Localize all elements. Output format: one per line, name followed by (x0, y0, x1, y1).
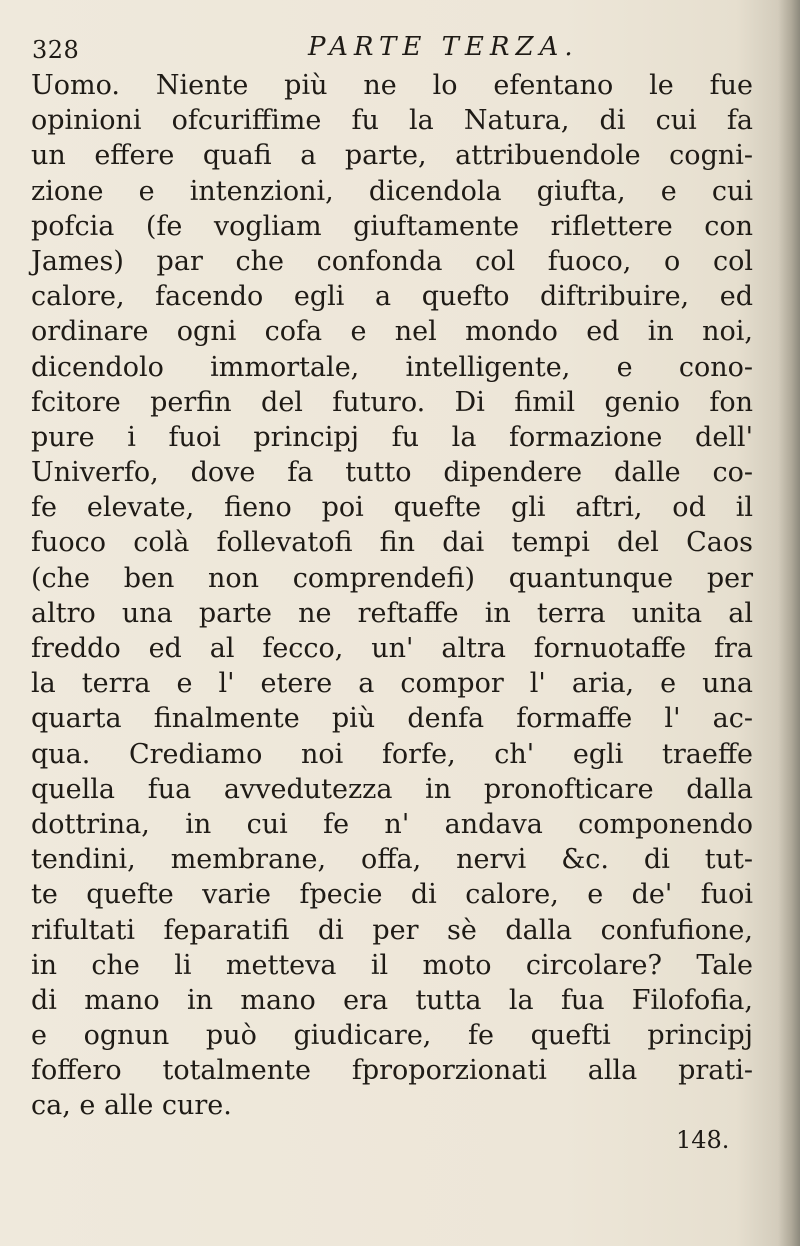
text-line: e ognun può giudicare, fe quefti principj (31, 1020, 753, 1052)
text-line: pofcia (fe vogliam giuftamente riflettere con (31, 210, 753, 242)
text-line: quarta finalmente più denfa formaffe l' ac- (31, 703, 753, 735)
text-line: Univerfo, dove fa tutto dipendere dalle co- (31, 457, 753, 489)
text-line: di mano in mano era tutta la fua Filofofia, (31, 984, 753, 1016)
text-line: rifultati feparatifi di per sè dalla confufione, (31, 914, 753, 946)
page-header (20, 32, 760, 72)
text-line: dottrina, in cui fe n' andava componendo (31, 808, 753, 840)
text-line: quella fua avvedutezza in pronofticare dalla (31, 773, 753, 805)
text-line: James) par che confonda col fuoco, o col (31, 245, 753, 277)
text-line: dicendolo immortale, intelligente, e cono- (31, 351, 753, 383)
text-line: Uomo. Niente più ne lo efentano le fue (31, 70, 753, 101)
page-number: 328 (32, 36, 80, 64)
text-line: fe elevate, fieno poi quefte gli aftri, od il (31, 492, 753, 524)
running-head: PARTE TERZA. (308, 32, 579, 62)
text-line-last: ca, e alle cure. (31, 1090, 232, 1122)
text-line: la terra e l' etere a compor l' aria, e una (31, 668, 753, 700)
text-line: foffero totalmente fproporzionati alla prati- (31, 1055, 753, 1087)
body-text (31, 68, 753, 1124)
text-line: pure i fuoi principj fu la formazione dell' (31, 421, 753, 453)
text-line: altro una parte ne reftaffe in terra unita al (31, 597, 753, 629)
text-line: (che ben non comprendefi) quantunque per (31, 562, 753, 594)
text-line: fcitore perfin del futuro. Di fimil genio fon (31, 386, 753, 418)
text-line: freddo ed al fecco, un' altra fornuotaffe fra (31, 633, 753, 664)
page-edge-shadow (778, 0, 800, 1246)
text-line: calore, facendo egli a quefto diftribuire, ed (31, 281, 753, 313)
text-line: opinioni ofcuriffime fu la Natura, di cui fa (31, 105, 753, 137)
text-line: tendini, membrane, offa, nervi &c. di tut- (31, 844, 753, 876)
signature-mark: 148. (676, 1126, 730, 1154)
text-line: ordinare ogni cofa e nel mondo ed in noi, (31, 316, 753, 348)
text-line: in che li metteva il moto circolare? Tale (31, 949, 753, 981)
text-line: fuoco colà follevatofi fin dai tempi del Caos (31, 527, 753, 559)
text-line: qua. Crediamo noi forfe, ch' egli traeffe (31, 738, 753, 770)
text-line: te quefte varie fpecie di calore, e de' fuoi (31, 879, 753, 911)
text-line: zione e intenzioni, dicendola giufta, e cui (31, 175, 753, 207)
text-line: un effere quafi a parte, attribuendole cogni- (31, 140, 753, 172)
